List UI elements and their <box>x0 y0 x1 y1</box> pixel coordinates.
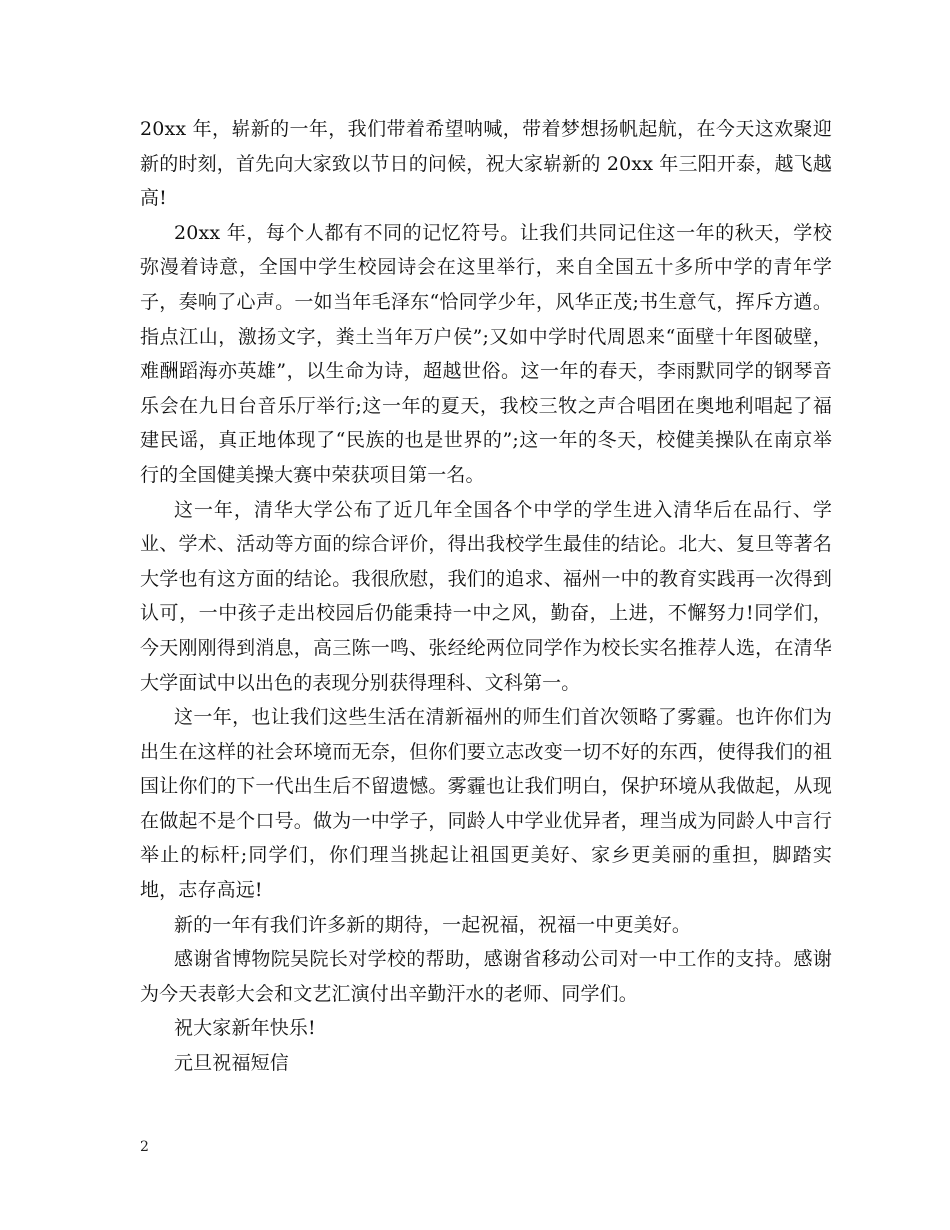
paragraph-memories: 20xx 年，每个人都有不同的记忆符号。让我们共同记住这一年的秋天，学校弥漫着诗意，全国中学生校园诗会在这里举行，来自全国五十多所中学的青年学子，奏响了心声。一如当年毛泽东“恰同学少年，风华正茂;书生意气，挥斥方遒。指点江山，激扬文字，粪土当年万户侯”;又如中学时代周恩来“面壁十年图破壁，难酬蹈海亦英雄”，以生命为诗，超越世俗。这一年的春天，李雨默同学的钢琴音乐会在九日台音乐厅举行;这一年的夏天，我校三牧之声合唱团在奥地利唱起了福建民谣，真正地体现了“民族的也是世界的”;这一年的冬天，校健美操队在南京举行的全国健美操大赛中荣获项目第一名。 <box>140 221 832 486</box>
paragraph-smog: 这一年，也让我们这些生活在清新福州的师生们首次领略了雾霾。也许你们为出生在这样的社会环境而无奈，但你们要立志改变一切不好的东西，使得我们的祖国让你们的下一代出生后不留遗憾。雾霾也让我们明白，保护环境从我做起，从现在做起不是个口号。做为一中学子，同龄人中学业优异者，理当成为同龄人中言行举止的标杆;同学们，你们理当挑起让祖国更美好、家乡更美丽的重担，脚踏实地，志存高远! <box>140 706 832 902</box>
paragraph-greeting: 20xx 年，崭新的一年，我们带着希望呐喊，带着梦想扬帆起航，在今天这欢聚迎新的时刻，首先向大家致以节日的问候，祝大家崭新的 20xx 年三阳开泰，越飞越高! <box>140 118 832 210</box>
page-number: 2 <box>140 1139 149 1155</box>
paragraph-sms-heading: 元旦祝福短信 <box>174 1052 289 1075</box>
paragraph-tsinghua: 这一年，清华大学公布了近几年全国各个中学的学生进入清华后在品行、学业、学术、活动等方面的综合评价，得出我校学生最佳的结论。北大、复旦等著名大学也有这方面的结论。我很欣慰，我们的追求、福州一中的教育实践再一次得到认可，一中孩子走出校园后仍能秉持一中之风，勤奋，上进，不懈努力!同学们，今天刚刚得到消息，高三陈一鸣、张经纶两位同学作为校长实名推荐人选，在清华大学面试中以出色的表现分别获得理科、文科第一。 <box>140 498 832 694</box>
paragraph-new-year-wish: 祝大家新年快乐! <box>174 1017 316 1040</box>
paragraph-thanks: 感谢省博物院吴院长对学校的帮助，感谢省移动公司对一中工作的支持。感谢为今天表彰大会和文艺汇演付出辛勤汗水的老师、同学们。 <box>140 948 832 1005</box>
paragraph-blessing: 新的一年有我们许多新的期待，一起祝福，祝福一中更美好。 <box>174 913 692 936</box>
document-body <box>140 112 832 1081</box>
